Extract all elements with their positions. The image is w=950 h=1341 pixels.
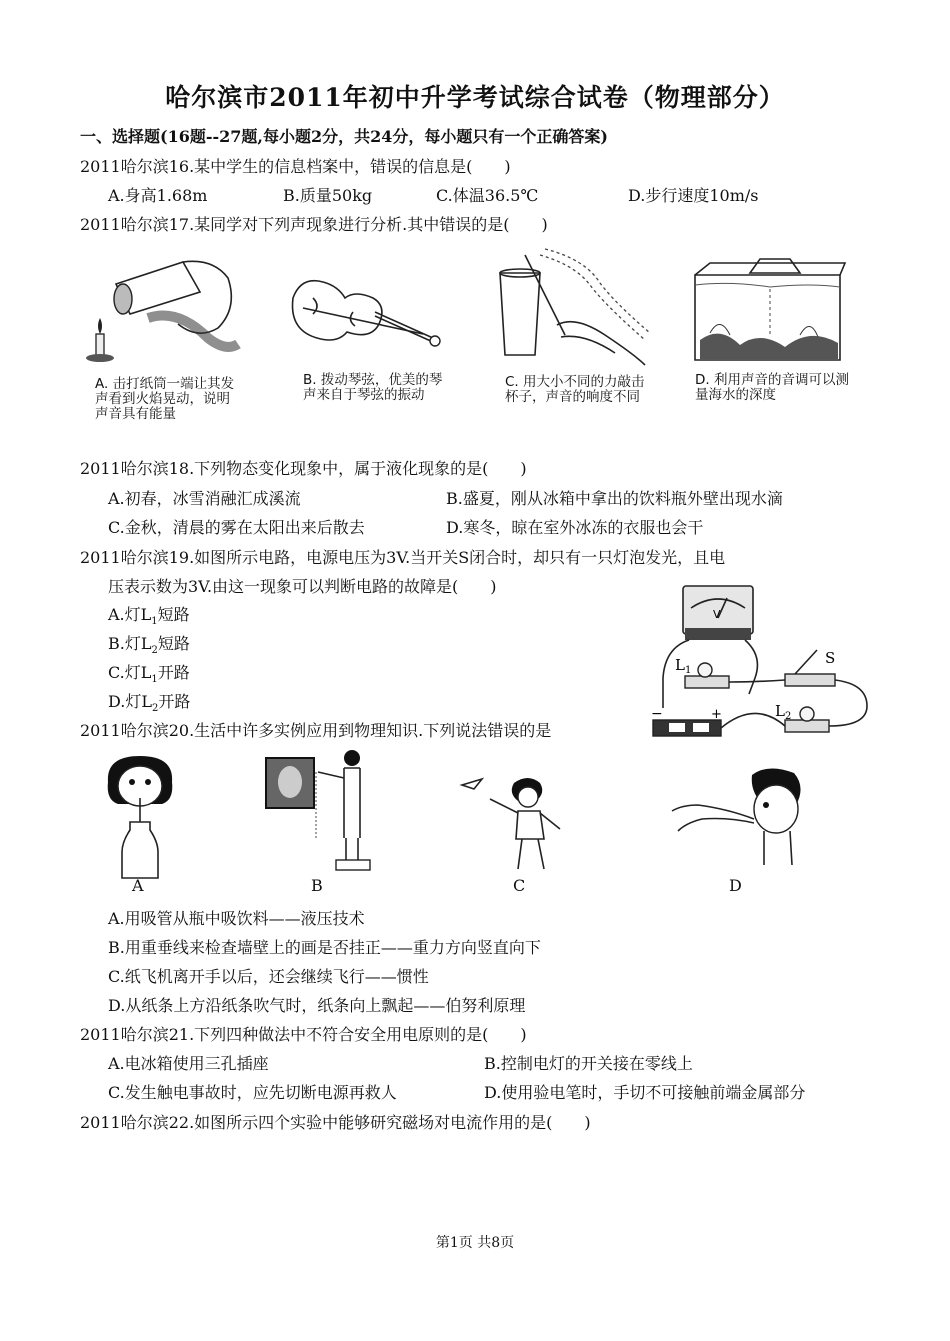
l1-label: $L_1$ (675, 656, 692, 676)
page-footer: 第1页 共8页 (435, 1235, 515, 1251)
q20-picture-label-c: C (513, 876, 526, 895)
q17-caption-b: B. 拨动琴弦，优美的琴声来自于琴弦的振动 (303, 372, 443, 403)
q20-option-c: C.纸飞机离开手以后，还会继续飞行——惯性 (108, 967, 429, 986)
q18-option-a: A.初春，冰雪消融汇成溪流 (108, 489, 301, 508)
q20-option-d: D.从纸条上方沿纸条吹气时，纸条向上飘起——伯努利原理 (108, 996, 526, 1015)
q21-option-c: C.发生触电事故时，应先切断电源再救人 (108, 1083, 397, 1102)
bulb-l1-icon (685, 663, 729, 688)
q20-option-b: B.用重垂线来检查墙壁上的画是否挂正——重力方向竖直向下 (108, 938, 541, 957)
violin-illustration (283, 268, 443, 358)
q18-option-d: D.寒冬，晾在室外冰冻的衣服也会干 (446, 518, 704, 537)
battery-minus-label: − (651, 706, 663, 722)
q19-option-a: A.灯$L_1$短路 (108, 605, 190, 628)
l2-label: $L_2$ (775, 702, 792, 722)
boy-blowing-paper-illustration (668, 765, 808, 875)
question-19-stem-line2: 压表示数为3V.由这一现象可以判断电路的故障是( ) (108, 577, 497, 596)
section-heading: 一、选择题(16题--27题,每小题2分，共24分，每小题只有一个正确答案) (80, 127, 608, 146)
q18-option-b: B.盛夏，刚从冰箱中拿出的饮料瓶外壁出现水滴 (446, 489, 783, 508)
q17-caption-d: D. 利用声音的音调可以测量海水的深度 (695, 372, 849, 403)
q21-option-b: B.控制电灯的开关接在零线上 (484, 1054, 693, 1073)
page-title: 哈尔滨市2011年初中升学考试综合试卷（物理部分） (165, 83, 785, 112)
question-16-stem: 2011哈尔滨16.某中学生的信息档案中，错误的信息是( ) (80, 157, 511, 176)
q16-option-c: C.体温36.5℃ (436, 186, 539, 205)
q21-option-d: D.使用验电笔时，手切不可接触前端金属部分 (484, 1083, 806, 1102)
paper-tube-candle-illustration (88, 248, 243, 373)
question-20-stem: 2011哈尔滨20.生活中许多实例应用到物理知识.下列说法错误的是 (80, 721, 552, 740)
voltmeter-label: V (713, 608, 721, 621)
q16-option-a: A.身高1.68m (108, 186, 208, 205)
q17-caption-a: A. 击打纸筒一端让其发声看到火焰晃动，说明声音具有能量 (95, 376, 235, 422)
q19-option-d: D.灯$L_2$开路 (108, 692, 191, 715)
question-17-stem: 2011哈尔滨17.某同学对下列声现象进行分析.其中错误的是( ) (80, 215, 548, 234)
q17-caption-c: C. 用大小不同的力敲击杯子，声音的响度不同 (505, 374, 645, 405)
q16-option-b: B.质量50kg (283, 186, 373, 205)
question-19-stem-line1: 2011哈尔滨19.如图所示电路，电源电压为3V.当开关S闭合时，却只有一只灯泡发光，且电 (80, 548, 726, 567)
q21-option-a: A.电冰箱使用三孔插座 (108, 1054, 269, 1073)
plumb-line-picture-illustration (260, 748, 380, 878)
question-22-stem: 2011哈尔滨22.如图所示四个实验中能够研究磁场对电流作用的是( ) (80, 1113, 591, 1132)
switch-s-label: S (825, 649, 836, 667)
q20-picture-label-b: B (311, 876, 323, 895)
cup-and-spoon-illustration (495, 245, 655, 370)
question-18-stem: 2011哈尔滨18.下列物态变化现象中，属于液化现象的是( ) (80, 459, 527, 478)
q16-option-d: D.步行速度10m/s (628, 186, 759, 205)
q19-option-b: B.灯$L_2$短路 (108, 634, 190, 657)
q18-option-c: C.金秋，清晨的雾在太阳出来后散去 (108, 518, 365, 537)
battery-plus-label: + (711, 707, 722, 722)
q20-picture-label-d: D (729, 876, 742, 895)
ship-sonar-illustration (690, 255, 850, 370)
q20-picture-label-a: A (132, 876, 144, 895)
circuit-diagram (645, 578, 875, 743)
question-21-stem: 2011哈尔滨21.下列四种做法中不符合安全用电原则的是( ) (80, 1025, 527, 1044)
battery-icon (653, 720, 721, 736)
bulb-l2-icon (785, 707, 829, 732)
girl-drinking-straw-illustration (100, 752, 180, 882)
q19-option-c: C.灯$L_1$开路 (108, 663, 190, 686)
q20-option-a: A.用吸管从瓶中吸饮料——液压技术 (108, 909, 365, 928)
boy-paper-plane-illustration (460, 775, 580, 875)
